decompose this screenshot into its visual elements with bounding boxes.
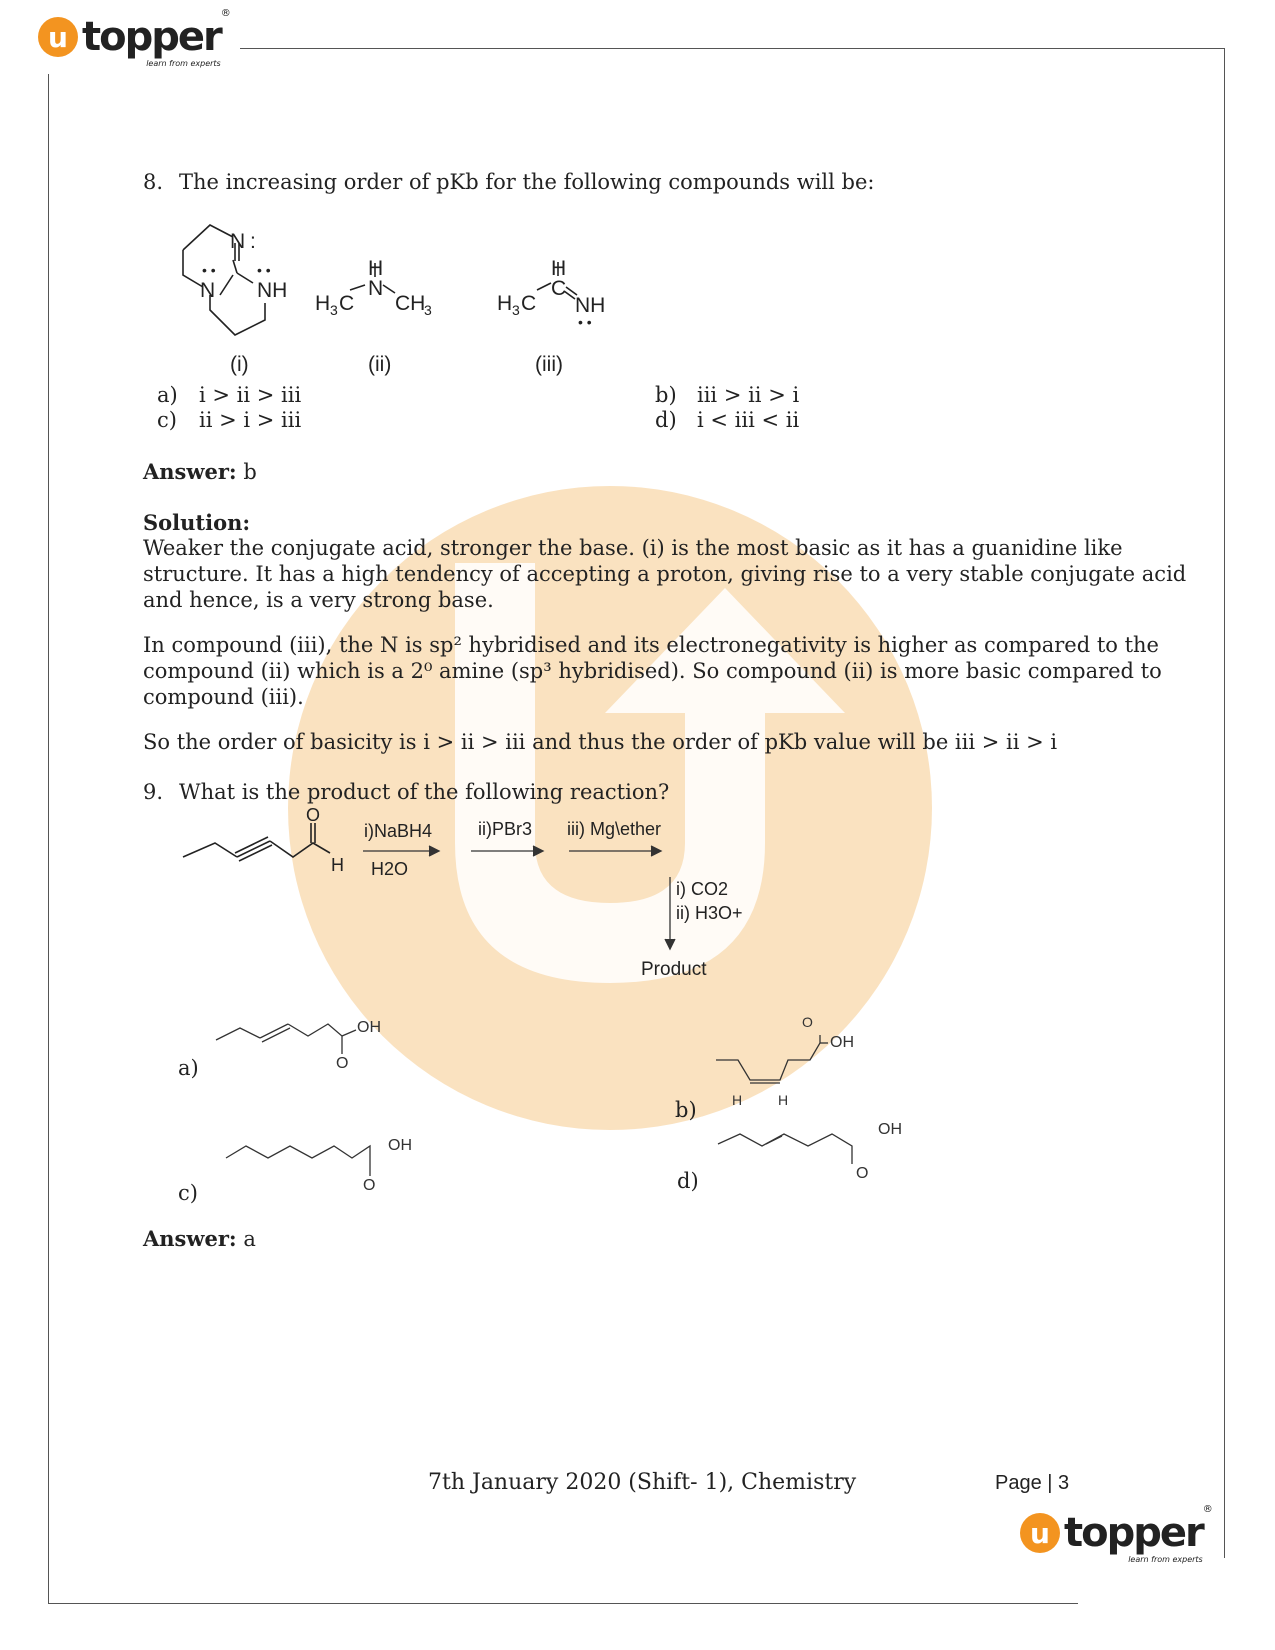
svg-text:N: N [368, 277, 384, 300]
footer-logo-registered: ® [1202, 1504, 1213, 1515]
svg-text:3: 3 [330, 302, 338, 318]
footer-exam-title: 7th January 2020 (Shift- 1), Chemistry [428, 1470, 857, 1495]
q9-reagent4a: i) CO2 [676, 879, 729, 899]
svg-text:3: 3 [512, 302, 520, 318]
q9-number: 9. [143, 780, 164, 804]
svg-text:H: H [778, 1092, 789, 1108]
frame-right [1224, 48, 1225, 1558]
logo-wordmark: topper [82, 14, 221, 60]
q8-label-iii: (iii) [535, 353, 563, 376]
q9-option-c-structure [220, 1128, 430, 1198]
svg-text:OH: OH [357, 1019, 381, 1036]
q8-option-c: ii > i > iii [199, 408, 302, 432]
q9-option-c-key: c) [178, 1181, 198, 1205]
svg-text:O: O [802, 1015, 813, 1030]
svg-text:O: O [336, 1055, 349, 1072]
q8-option-d: i < iii < ii [697, 408, 800, 432]
svg-text:NH: NH [575, 294, 606, 317]
solution-heading: Solution: [143, 510, 251, 535]
svg-text:• •: • • [202, 262, 216, 278]
q8-option-d-key: d) [655, 408, 677, 432]
svg-text:H: H [368, 257, 384, 280]
solution-para2-line3: compound (iii). [143, 685, 304, 709]
svg-text:C: C [339, 292, 355, 315]
svg-text:H: H [331, 855, 344, 875]
q9-option-d-structure [712, 1116, 927, 1186]
svg-text:N: N [230, 230, 246, 253]
q9-option-a-key: a) [178, 1056, 199, 1080]
q8-answer-value: b [243, 460, 257, 484]
q8-option-b: iii > ii > i [697, 383, 800, 407]
q9-reagent1-bottom: H2O [371, 859, 409, 879]
q9-option-a-structure [210, 1010, 410, 1080]
logo-mark: u [38, 17, 78, 57]
footer-rule [48, 1603, 1078, 1604]
svg-text:N: N [200, 279, 216, 302]
q8-option-c-key: c) [157, 408, 177, 432]
solution-para2-line1: In compound (iii), the N is sp² hybridised and its electronegativity is higher as compared to the [143, 633, 1159, 657]
footer-logo-mark: u [1020, 1513, 1060, 1553]
footer-page-number: Page | 3 [995, 1472, 1070, 1494]
solution-para1-line3: and hence, is a very strong base. [143, 588, 494, 612]
svg-text:C: C [521, 292, 537, 315]
q8-answer [143, 458, 257, 486]
svg-text:OH: OH [878, 1121, 902, 1138]
q9-option-b-structure [710, 1015, 870, 1110]
logo-registered: ® [220, 8, 231, 19]
solution-para3: So the order of basicity is i > ii > iii and thus the order of pKb value will be iii > ii > i [143, 730, 1058, 754]
q8-answer-label: Answer: [143, 459, 237, 484]
header-rule [240, 48, 1225, 49]
q8-question: The increasing order of pKb for the following compounds will be: [179, 170, 875, 194]
svg-text:O: O [306, 805, 321, 825]
footer-logo-tagline: learn from experts [1128, 1555, 1203, 1564]
q8-number: 8. [143, 170, 164, 194]
q8-option-a: i > ii > iii [199, 383, 302, 407]
q9-reagent1-top: i)NaBH4 [364, 821, 433, 841]
q9-reagent4b: ii) H3O+ [676, 903, 743, 923]
svg-text:OH: OH [388, 1137, 412, 1154]
svg-text:H: H [732, 1092, 743, 1108]
q8-option-a-key: a) [157, 383, 178, 407]
svg-text:O: O [856, 1165, 869, 1182]
svg-text:H: H [497, 292, 513, 315]
svg-text:OH: OH [830, 1034, 854, 1051]
svg-text:CH: CH [395, 292, 426, 315]
svg-text:C: C [551, 277, 567, 300]
frame-left [48, 74, 49, 1604]
svg-text:H: H [551, 257, 567, 280]
solution-para1-line1: Weaker the conjugate acid, stronger the base. (i) is the most basic as it has a guanidine like [143, 536, 1123, 560]
solution-para2-line2: compound (ii) which is a 2⁰ amine (sp³ hybridised). So compound (ii) is more basic compared to [143, 659, 1162, 683]
q9-reagent2: ii)PBr3 [478, 819, 533, 839]
logo-tagline: learn from experts [146, 59, 221, 68]
q8-label-ii: (ii) [368, 353, 392, 376]
svg-text:H: H [315, 292, 331, 315]
q9-answer [143, 1225, 256, 1253]
svg-text:O: O [363, 1177, 376, 1194]
q9-option-b-key: b) [675, 1098, 697, 1122]
svg-text:• •: • • [578, 314, 592, 330]
q8-label-i: (i) [230, 353, 249, 376]
q8-option-b-key: b) [655, 383, 677, 407]
q9-question: What is the product of the following reaction? [179, 780, 670, 804]
footer-logo-wordmark: topper [1064, 1510, 1203, 1556]
q9-product-label: Product [641, 959, 707, 980]
q9-answer-label: Answer: [143, 1226, 237, 1251]
footer-logo [1020, 1504, 1213, 1564]
svg-text::: : [250, 230, 256, 253]
svg-text:3: 3 [424, 302, 432, 318]
header-logo [38, 8, 231, 68]
q9-option-d-key: d) [677, 1169, 699, 1193]
q9-answer-value: a [243, 1227, 256, 1251]
solution-para1-line2: structure. It has a high tendency of accepting a proton, giving rise to a very stable conjugate acid [143, 562, 1187, 586]
svg-text:• •: • • [257, 262, 271, 278]
svg-text:NH: NH [257, 279, 288, 302]
q9-reagent3: iii) Mg\ether [567, 819, 662, 839]
